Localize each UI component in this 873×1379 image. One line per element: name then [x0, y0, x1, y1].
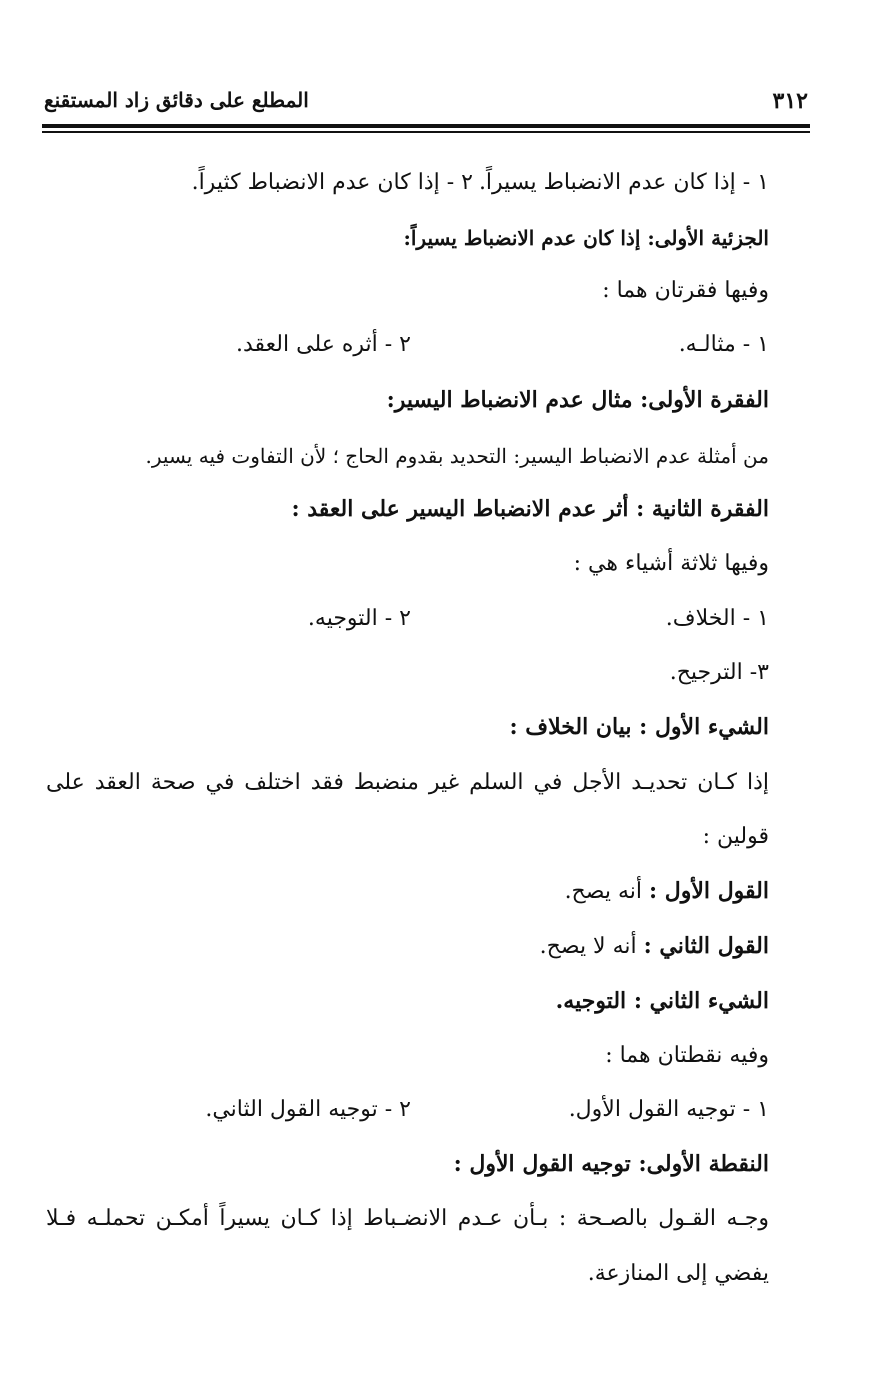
header-rule-thin — [42, 131, 810, 133]
paragraph: من أمثلة عدم الانضباط اليسير: التحديد بقدوم الحاج ؛ لأن التفاوت فيه يسير. — [145, 444, 769, 468]
list-item-1: ١ - الخلاف. — [665, 606, 769, 631]
list-item-2: ٢ - إذا كان عدم الانضباط كثيراً. — [191, 170, 473, 195]
opinion-2 — [540, 931, 769, 962]
list-item-1: ١ - إذا كان عدم الانضباط يسيراً. — [478, 170, 769, 195]
heading-text: التوجيه. — [555, 988, 627, 1014]
paragraph-line: يفضي إلى المنازعة. — [587, 1261, 769, 1286]
list-item-2: ٢ - التوجيه. — [307, 606, 411, 631]
list-item-1: ١ - توجيه القول الأول. — [568, 1097, 769, 1122]
opinion-1 — [565, 876, 769, 907]
opinion-text: أنه يصح. — [564, 879, 642, 904]
paragraph-line: قولين : — [702, 824, 769, 849]
section-heading: الجزئية الأولى: إذا كان عدم الانضباط يسيراً: — [403, 226, 769, 250]
opinion-label: القول الأول : — [648, 878, 769, 904]
opinion-text: أنه لا يصح. — [539, 934, 637, 959]
header-rule-thick — [42, 124, 810, 128]
section-heading: النقطة الأولى: توجيه القول الأول : — [453, 1151, 769, 1177]
page-header — [42, 88, 810, 124]
page-number: ٣١٢ — [772, 88, 808, 114]
paragraph-line: إذا كـان تحديـد الأجل في السلم غير منضبط فقد اختلف في صحة العقد على — [46, 770, 769, 795]
section-heading: الفقرة الثانية : أثر عدم الانضباط اليسير على العقد : — [291, 496, 769, 522]
paragraph: وفيها فقرتان هما : — [602, 278, 769, 303]
opinion-label: القول الثاني : — [643, 933, 769, 959]
list-item-1: ١ - مثالـه. — [678, 332, 769, 357]
section-heading — [556, 986, 769, 1016]
paragraph: وفيها ثلاثة أشياء هي : — [573, 551, 769, 576]
list-item-2: ٢ - أثره على العقد. — [236, 332, 411, 357]
paragraph-line: وجـه القـول بالصـحة : بـأن عـدم الانضـباط إذا كـان يسيراً أمكـن تحملـه فـلا — [46, 1206, 769, 1231]
paragraph: وفيه نقطتان هما : — [605, 1043, 769, 1068]
heading-label: الشيء الثاني : — [633, 988, 769, 1014]
list-item-2: ٢ - توجيه القول الثاني. — [205, 1097, 411, 1122]
list-item-3: ٣- الترجيح. — [669, 660, 769, 685]
section-heading: الشيء الأول : بيان الخلاف : — [509, 714, 769, 740]
running-title: المطلع على دقائق زاد المستقنع — [44, 88, 309, 112]
section-heading: الفقرة الأولى: مثال عدم الانضباط اليسير: — [386, 387, 769, 413]
